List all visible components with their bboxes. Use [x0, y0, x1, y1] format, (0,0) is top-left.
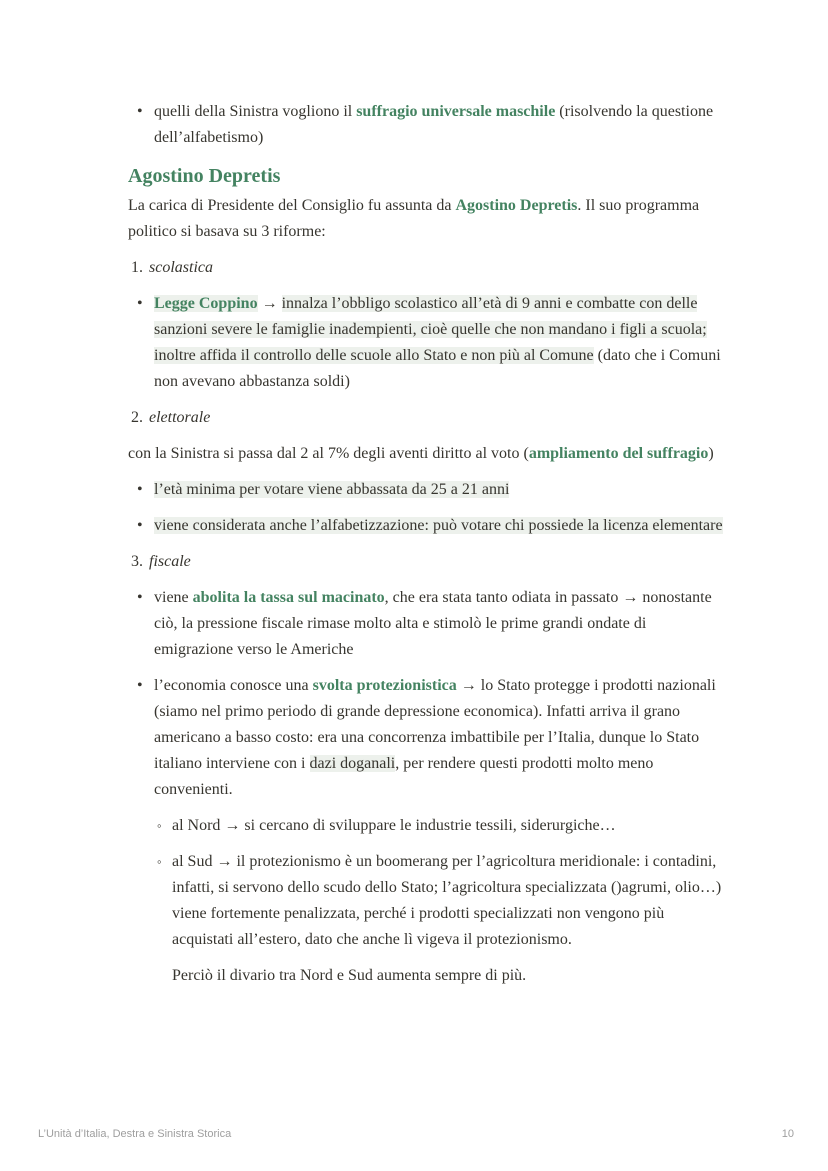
- text-run: , che era stata tanto odiata in passato → nonostante ciò, la pressione fiscale rimase molto alta e stimolò le prime grandi ondate di emigrazione verso le Americhe: [154, 589, 712, 658]
- bullet-text: [154, 99, 728, 151]
- document-content: [128, 99, 728, 999]
- sub-bullet-marker: ◦: [157, 854, 162, 869]
- numbered-item: [128, 405, 728, 431]
- sub-bullet-item: [157, 813, 728, 839]
- text-run: (risolvendo la questione dell’alfabetismo): [154, 103, 714, 146]
- bullet-item: [128, 477, 728, 503]
- bullet-item: [128, 585, 728, 663]
- bullet-item: [128, 673, 728, 803]
- bullet-text: [154, 673, 728, 803]
- bullet-item: [128, 99, 728, 151]
- text-run: La carica di Presidente del Consiglio fu assunta da: [128, 197, 456, 214]
- text-run: → lo Stato protegge i prodotti nazionali (siamo nel primo periodo di grande depressione economica). Infatti arriva il grano americano a basso costo: era una concorrenza imbattibile per l’Italia, dunque lo Stato italiano interviene con i: [154, 677, 716, 772]
- text-run: viene: [154, 589, 193, 606]
- bullet-marker: •: [137, 295, 143, 312]
- text-run: ): [708, 445, 714, 462]
- text-run: al Nord → si cercano di sviluppare le industrie tessili, siderurgiche…: [172, 817, 616, 834]
- paragraph: [128, 441, 728, 467]
- bullet-marker: •: [137, 677, 143, 694]
- highlight-run: dazi doganali: [309, 755, 396, 772]
- text-run: al Sud → il protezionismo è un boomerang per l’agricoltura meridionale: i contadini, infatti, si servono dello scudo dello Stato; l’agricoltura specializzata ()agrumi, olio…) viene fortemente penalizzata, perché i prodotti specializzati non vengono più acquistati all’estero, dato che anche lì vigeva il protezionismo.: [172, 853, 722, 948]
- bullet-text: [154, 477, 728, 503]
- page-number: 10: [781, 1128, 794, 1140]
- section-heading: Agostino Depretis: [128, 165, 281, 187]
- highlight-run: innalza l’obbligo scolastico all’età di 9 anni e combatte con delle sanzioni severe le famiglie inadempienti, cioè quelle che non mandano i figli a scuola; inoltre affida il controllo delle scuole allo Stato e non più al Comune: [154, 295, 707, 364]
- list-number: 2.: [131, 409, 143, 426]
- text-run: , per rendere questi prodotti molto meno convenienti.: [154, 755, 654, 798]
- paragraph: [128, 193, 728, 245]
- text-run: (dato che i Comuni non avevano abbastanza soldi): [154, 347, 721, 390]
- text-run: quelli della Sinistra vogliono il: [154, 103, 357, 120]
- bullet-marker: •: [137, 517, 143, 534]
- numbered-item: [128, 255, 728, 281]
- bullet-text: [154, 585, 728, 663]
- text-run: →: [257, 295, 282, 312]
- text-run: Perciò il divario tra Nord e Sud aumenta sempre di più.: [172, 967, 527, 984]
- green-bold-run: svolta protezionistica: [312, 677, 457, 694]
- list-number: 1.: [131, 259, 143, 276]
- numbered-item: [128, 549, 728, 575]
- sub-bullet-text: [172, 849, 728, 953]
- list-number: 3.: [131, 553, 143, 570]
- footer-document-title: L’Unità d’Italia, Destra e Sinistra Storica: [38, 1128, 232, 1140]
- bullet-text: [154, 291, 728, 395]
- bullet-item: [128, 291, 728, 395]
- sub-bullet-marker: ◦: [157, 818, 162, 833]
- sub-bullet-text: [172, 813, 728, 839]
- green-bold-run: suffragio universale maschile: [356, 103, 556, 120]
- numbered-item-label: scolastica: [149, 259, 213, 276]
- numbered-item-label: fiscale: [149, 553, 191, 570]
- paragraph: [172, 963, 728, 989]
- green-bold-run: ampliamento del suffragio: [528, 445, 709, 462]
- sub-bullet-item: [157, 849, 728, 953]
- green-bold-run: abolita la tassa sul macinato: [192, 589, 385, 606]
- highlight-run: viene considerata anche l’alfabetizzazione: può votare chi possiede la licenza elementare: [154, 517, 723, 534]
- green-bold-highlight-run: Legge Coppino: [154, 295, 258, 312]
- text-run: con la Sinistra si passa dal 2 al 7% degli aventi diritto al voto (: [128, 445, 529, 462]
- green-bold-run: Agostino Depretis: [455, 197, 578, 214]
- bullet-marker: •: [137, 103, 143, 120]
- bullet-item: [128, 513, 728, 539]
- numbered-item-label: elettorale: [149, 409, 211, 426]
- text-run: l’economia conosce una: [154, 677, 313, 694]
- text-run: . Il suo programma politico si basava su 3 riforme:: [128, 197, 700, 240]
- bullet-text: [154, 513, 728, 539]
- bullet-marker: •: [137, 589, 143, 606]
- highlight-run: l’età minima per votare viene abbassata da 25 a 21 anni: [154, 481, 510, 498]
- bullet-marker: •: [137, 481, 143, 498]
